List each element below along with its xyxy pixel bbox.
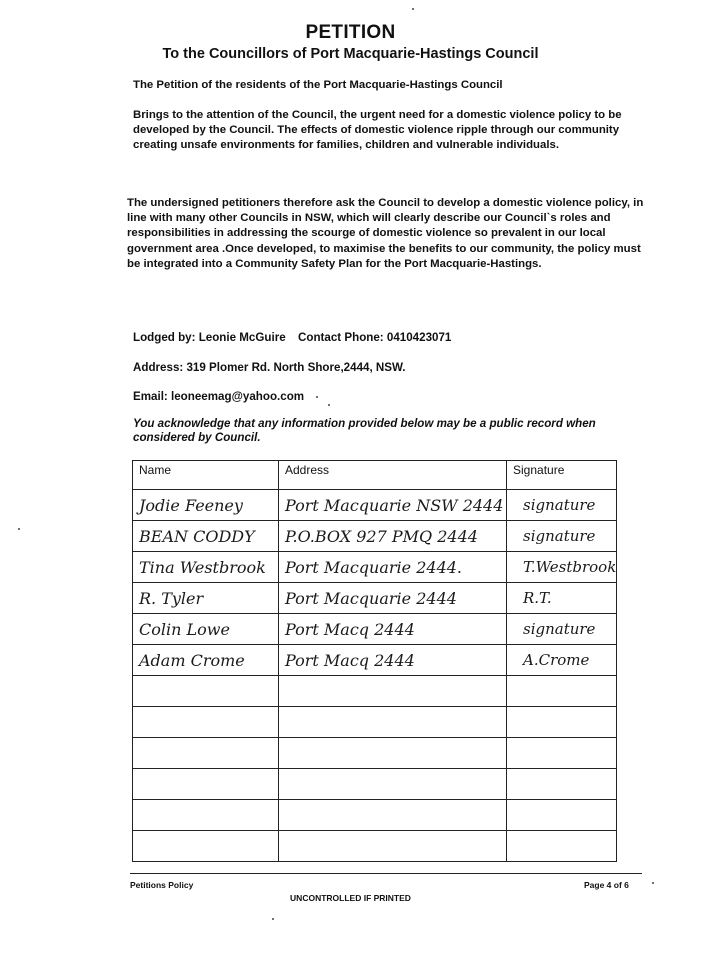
cell-name-text: Jodie Feeney	[139, 495, 243, 515]
cell-address-text: Port Macquarie 2444.	[285, 557, 463, 577]
scan-speck	[412, 8, 414, 10]
request-paragraph: The undersigned petitioners therefore ask the Council to develop a domestic violence policy, in line with many other Councils in NSW, which will clearly describe our Council`s roles and responsibilities in addressing the scourge of domestic violence so prevalent in our local government area .Once developed, to maximise the benefits to our community, the policy must be integrated into a Community Safety Plan for the Port Macquarie-Hastings.	[127, 197, 644, 270]
cell-address	[279, 831, 507, 862]
contact-phone: Contact Phone: 0410423071	[298, 331, 452, 344]
table-row	[133, 738, 617, 769]
cell-name	[133, 738, 279, 769]
document-subtitle: To the Councillors of Port Macquarie-Hastings Council	[162, 46, 539, 62]
cell-name-text: BEAN CODDY	[139, 526, 255, 546]
cell-name	[133, 676, 279, 707]
cell-address	[279, 738, 507, 769]
table-row	[133, 614, 617, 645]
cell-address	[279, 552, 507, 583]
cell-signature	[507, 800, 617, 831]
cell-name	[133, 769, 279, 800]
cell-signature-text: A.Crome	[523, 651, 590, 669]
cell-name	[133, 800, 279, 831]
footer-left: Petitions Policy	[130, 880, 194, 890]
cell-signature	[507, 490, 617, 521]
signature-rows	[133, 490, 617, 862]
table-header-row	[133, 461, 617, 490]
scan-speck	[316, 396, 318, 398]
cell-name-text: Adam Crome	[139, 650, 245, 670]
cell-signature	[507, 645, 617, 676]
cell-name	[133, 583, 279, 614]
cell-address	[279, 645, 507, 676]
cell-name	[133, 614, 279, 645]
scan-speck	[652, 882, 654, 884]
cell-name	[133, 490, 279, 521]
cell-name-text: R. Tyler	[139, 588, 204, 608]
footer-page-number: Page 4 of 6	[584, 880, 629, 890]
table-row	[133, 769, 617, 800]
table-row	[133, 707, 617, 738]
contact-email: Email: leoneemag@yahoo.com	[133, 390, 305, 403]
cell-signature	[507, 583, 617, 614]
lodged-by: Lodged by: Leonie McGuire	[133, 331, 286, 344]
cell-signature-text: R.T.	[523, 589, 552, 607]
cell-name	[133, 707, 279, 738]
cell-signature-text: signature	[523, 496, 596, 514]
table-row	[133, 800, 617, 831]
table-row	[133, 521, 617, 552]
footer-uncontrolled: UNCONTROLLED IF PRINTED	[290, 893, 411, 903]
signature-table	[132, 460, 617, 862]
acknowledgement-text: You acknowledge that any information provided below may be a public record when considered by Council.	[133, 417, 596, 444]
cell-signature	[507, 707, 617, 738]
cell-address-text: Port Macquarie NSW 2444	[285, 495, 504, 515]
scan-speck	[328, 404, 330, 406]
column-header-address: Address	[279, 461, 507, 490]
table-row	[133, 583, 617, 614]
cell-name	[133, 831, 279, 862]
contact-address: Address: 319 Plomer Rd. North Shore,2444, NSW.	[133, 361, 406, 374]
cell-address	[279, 707, 507, 738]
cell-name	[133, 552, 279, 583]
cell-address	[279, 676, 507, 707]
table-row	[133, 676, 617, 707]
cell-signature-text: signature	[523, 527, 596, 545]
intro-paragraph: The Petition of the residents of the Port Macquarie-Hastings Council	[133, 79, 503, 91]
cell-signature	[507, 521, 617, 552]
cell-name	[133, 521, 279, 552]
cell-name	[133, 645, 279, 676]
cell-name-text: Colin Lowe	[139, 619, 230, 639]
document-title: PETITION	[305, 22, 396, 43]
cell-signature	[507, 831, 617, 862]
column-header-signature: Signature	[507, 461, 617, 490]
cell-address-text: Port Macquarie 2444	[285, 588, 457, 608]
cell-signature	[507, 614, 617, 645]
cell-address-text: P.O.BOX 927 PMQ 2444	[285, 526, 478, 546]
table-row	[133, 490, 617, 521]
cell-signature	[507, 738, 617, 769]
cell-signature-text: signature	[523, 620, 596, 638]
scan-speck	[18, 528, 20, 530]
column-header-name: Name	[133, 461, 279, 490]
cell-signature-text: T.Westbrook	[523, 558, 617, 576]
cell-address	[279, 521, 507, 552]
footer-divider	[130, 873, 642, 874]
table-row	[133, 831, 617, 862]
cell-signature	[507, 769, 617, 800]
cell-address-text: Port Macq 2444	[285, 619, 415, 639]
scan-speck	[272, 918, 274, 920]
cell-address	[279, 769, 507, 800]
attention-paragraph: Brings to the attention of the Council, the urgent need for a domestic violence policy to be developed by the Council. The effects of domestic violence ripple through our community creating unsafe environments for families, children and vulnerable individuals.	[133, 109, 622, 152]
cell-address	[279, 800, 507, 831]
cell-address	[279, 614, 507, 645]
cell-signature	[507, 552, 617, 583]
cell-name-text: Tina Westbrook	[139, 557, 266, 577]
cell-address	[279, 583, 507, 614]
cell-address	[279, 490, 507, 521]
cell-address-text: Port Macq 2444	[285, 650, 415, 670]
table-row	[133, 645, 617, 676]
cell-signature	[507, 676, 617, 707]
table-row	[133, 552, 617, 583]
